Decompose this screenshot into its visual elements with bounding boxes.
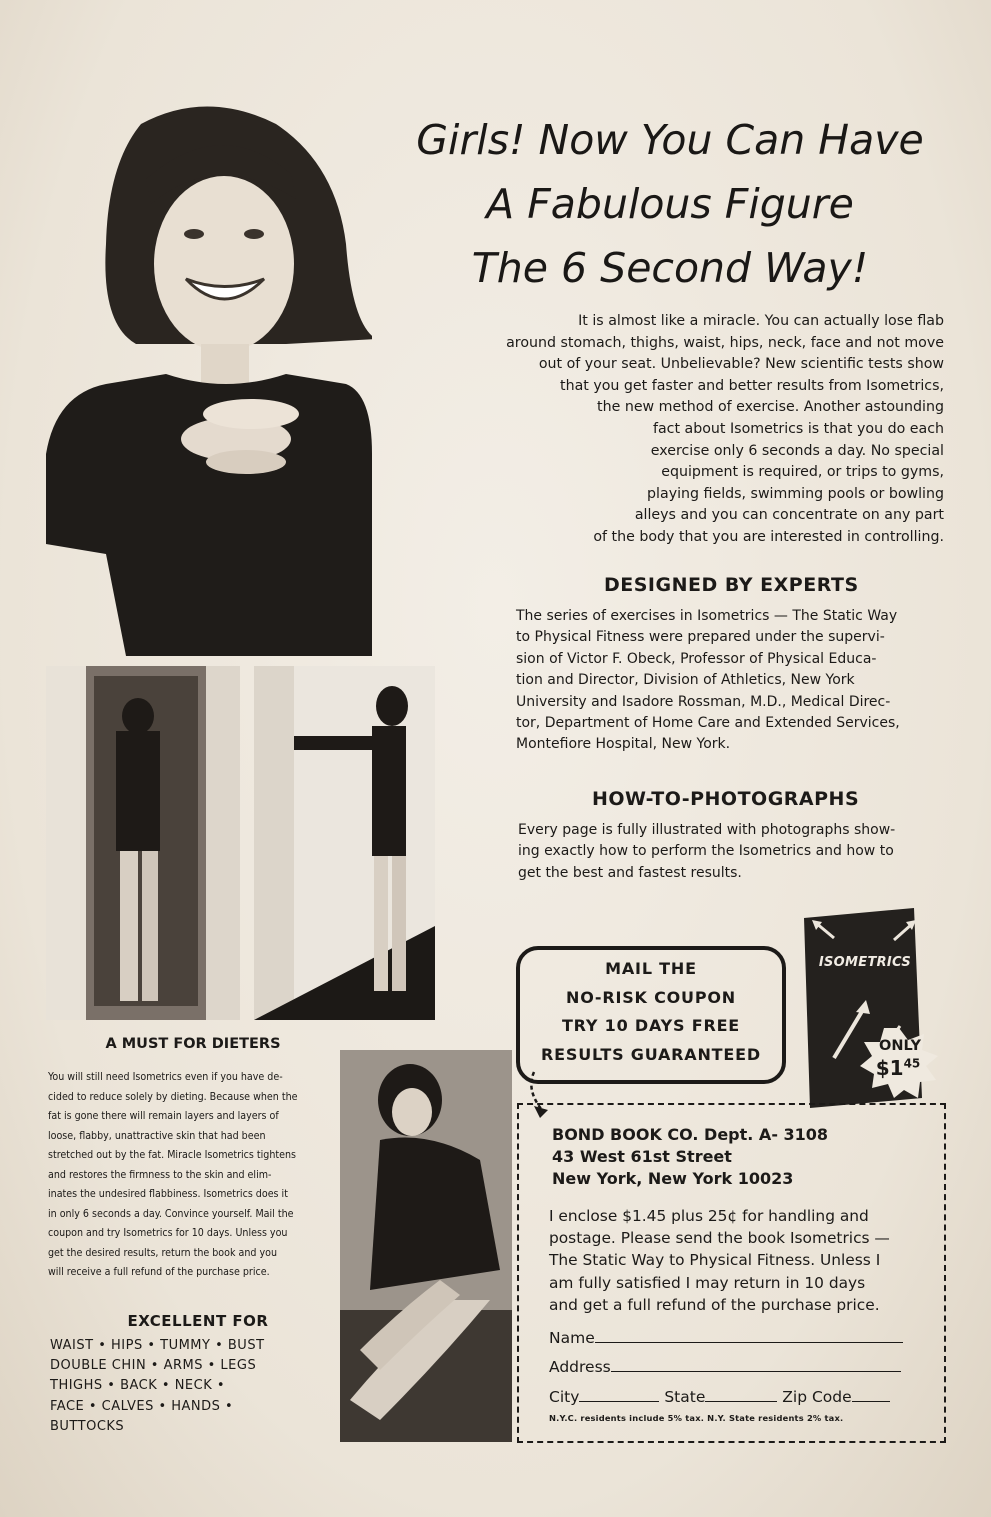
intro-line: alleys and you can concentrate on any part (634, 507, 944, 524)
headline-line-3: The 6 Second Way! (471, 244, 869, 292)
state-field[interactable] (705, 1387, 777, 1402)
bubble-line: TRY 10 DAYS FREE (561, 1016, 741, 1035)
designed-line: tion and Director, Division of Athletics, New York (516, 672, 855, 689)
intro-paragraph (448, 311, 944, 549)
dieters-line: loose, flabby, unattractive skin that had been (48, 1129, 266, 1142)
intro-line: around stomach, thighs, waist, hips, neck, face and not move (506, 334, 944, 351)
howto-line: Every page is fully illustrated with photographs show- (518, 822, 896, 838)
excellent-line: DOUBLE CHIN • ARMS • LEGS (50, 1358, 257, 1374)
howto-heading: HOW-TO-PHOTOGRAPHS (592, 788, 860, 810)
dieters-line: inates the undesired flabbiness. Isometrics does it (48, 1188, 288, 1200)
zip-label: Zip Code (782, 1388, 852, 1406)
designed-line: sion of Victor F. Obeck, Professor of Physical Educa- (516, 650, 877, 667)
city-state-zip-row (549, 1387, 890, 1406)
order-line: The Static Way to Physical Fitness. Unless I (549, 1251, 881, 1270)
dieters-line: coupon and try Isometrics for 10 days. Unless you (48, 1227, 288, 1239)
howto-paragraph (518, 820, 895, 884)
headline (380, 108, 960, 300)
howto-line: get the best and fastest results. (518, 864, 742, 881)
address-line: BOND BOOK CO. Dept. A- 3108 (552, 1125, 829, 1144)
city-field[interactable] (579, 1387, 659, 1402)
excellent-list (50, 1336, 340, 1437)
intro-line: exercise only 6 seconds a day. No special (650, 442, 944, 459)
intro-line: out of your seat. Unbelievable? New scientific tests show (538, 356, 944, 373)
intro-line: fact about Isometrics is that you do each (652, 420, 944, 437)
intro-line: the new method of exercise. Another astounding (597, 399, 944, 416)
price-main: $1 (875, 1056, 904, 1080)
price-label (862, 1056, 934, 1080)
designed-line: The series of exercises in Isometrics — The Static Way (516, 608, 898, 624)
tax-note: N.Y.C. residents include 5% tax. N.Y. State residents 2% tax. (549, 1413, 844, 1423)
name-field[interactable] (595, 1328, 903, 1343)
book-title: ISOMETRICS (818, 955, 912, 970)
designed-line: Montefiore Hospital, New York. (516, 736, 731, 753)
bubble-line: MAIL THE (605, 959, 697, 978)
name-field-row (549, 1328, 903, 1347)
main-photo (46, 94, 372, 656)
dieters-line: will receive a full refund of the purchase price. (48, 1266, 270, 1278)
excellent-line: BUTTOCKS (50, 1418, 125, 1434)
order-line: postage. Please send the book Isometrics — (549, 1229, 890, 1248)
wall-push-photo (254, 666, 435, 1020)
address-field-row (549, 1357, 901, 1376)
coupon-order-text (549, 1205, 921, 1316)
state-label: State (664, 1388, 706, 1406)
designed-heading: DESIGNED BY EXPERTS (604, 574, 859, 596)
excellent-line: WAIST • HIPS • TUMMY • BUST (50, 1338, 265, 1353)
intro-line: of the body that you are interested in controlling. (593, 528, 944, 545)
excellent-line: THIGHS • BACK • NECK • (50, 1378, 226, 1394)
excellent-heading: EXCELLENT FOR (127, 1312, 269, 1330)
price-cents: 45 (903, 1056, 921, 1071)
dieters-line: in only 6 seconds a day. Convince yourself. Mail the (48, 1207, 294, 1220)
howto-line: ing exactly how to perform the Isometrics and how to (518, 843, 894, 860)
headline-line-2: A Fabulous Figure (486, 180, 854, 228)
dieters-paragraph (48, 1068, 338, 1283)
doorway-photo (46, 666, 240, 1020)
designed-paragraph (516, 606, 900, 756)
designed-line: to Physical Fitness were prepared under the supervi- (516, 629, 885, 646)
city-label: City (549, 1388, 580, 1406)
intro-line: playing fields, swimming pools or bowling (647, 485, 944, 502)
address-line: New York, New York 10023 (552, 1169, 794, 1188)
designed-line: tor, Department of Home Care and Extended Services, (516, 715, 900, 732)
order-line: am fully satisfied I may return in 10 days (549, 1273, 866, 1292)
seated-photo (340, 1050, 512, 1442)
address-label: Address (549, 1358, 611, 1376)
dieters-line: and restores the firmness to the skin and elim- (48, 1168, 272, 1181)
coupon-address (552, 1124, 828, 1190)
intro-line: that you get faster and better results from Isometrics, (560, 377, 944, 394)
dieters-line: get the desired results, return the book and you (48, 1246, 277, 1259)
bubble-text (516, 955, 786, 1069)
excellent-line: FACE • CALVES • HANDS • (50, 1398, 234, 1414)
intro-line: equipment is required, or trips to gyms, (661, 464, 944, 481)
designed-line: University and Isadore Rossman, M.D., Medical Direc- (516, 693, 891, 710)
dieters-line: cided to reduce solely by dieting. Because when the (48, 1090, 298, 1103)
dieters-line: stretched out by the fat. Miracle Isometrics tightens (48, 1149, 296, 1161)
dieters-heading: A MUST FOR DIETERS (105, 1036, 281, 1052)
address-field[interactable] (611, 1357, 901, 1372)
name-label: Name (549, 1329, 595, 1347)
headline-line-1: Girls! Now You Can Have (416, 116, 924, 164)
address-line: 43 West 61st Street (552, 1147, 732, 1166)
order-line: and get a full refund of the purchase price. (549, 1295, 880, 1314)
intro-line: It is almost like a miracle. You can actually lose flab (578, 313, 944, 329)
dieters-line: You will still need Isometrics even if you have de- (48, 1071, 283, 1083)
dieters-line: fat is gone there will remain layers and layers of (48, 1110, 279, 1122)
bubble-line: NO-RISK COUPON (566, 987, 736, 1007)
zip-field[interactable] (852, 1387, 890, 1402)
order-line: I enclose $1.45 plus 25¢ for handling and (549, 1207, 869, 1225)
price-only-label: ONLY (879, 1038, 921, 1054)
bubble-line: RESULTS GUARANTEED (541, 1044, 761, 1064)
